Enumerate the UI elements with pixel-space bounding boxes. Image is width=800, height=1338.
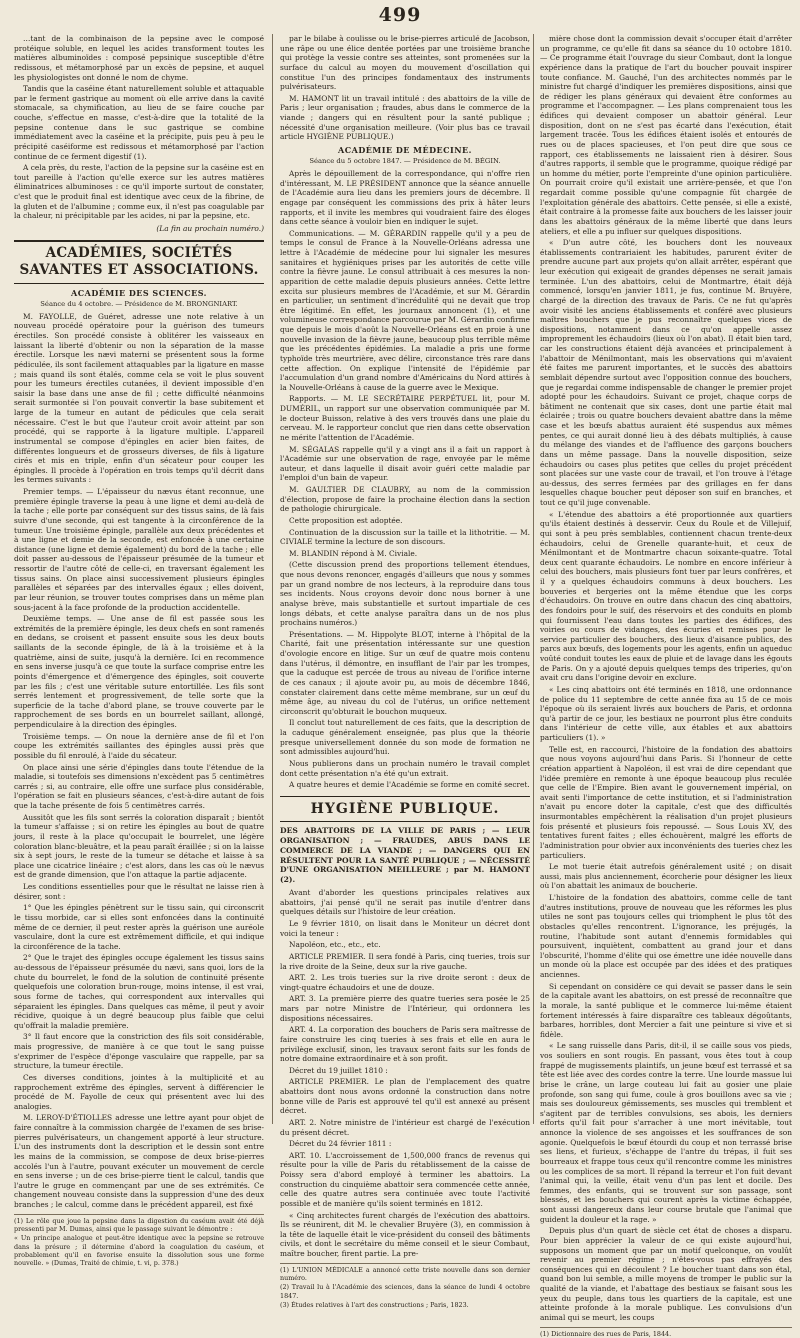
- paragraph: …tant de la combinaison de la pepsine avec le composé protéique soluble, en lequel les acides transforment toutes les matières albuminoïdes : composé pepsinique susceptible d'être redissous, et métamorphosé par un excès de pepsine, et auquel les physiologistes ont donné le nom de chyme.: [14, 34, 264, 82]
- paragraph: (1) L'UNION MÉDICALE a annoncé cette triste nouvelle dans son dernier numéro.: [280, 1265, 530, 1283]
- paragraph: mière chose dont la commission devait s'occuper était d'arrêter un programme, ce qu'elle fit dans sa séance du 10 octobre 1810. — Ce programme était l'ouvrage du sieur Combaut, dont la longue expérience dans la pratique de l'art du boucher pouvait inspirer toute confiance. M. Gauché, l'un des architectes nommés par le ministre fut chargé d'indiquer les premières dispositions, ainsi que de rédiger les plans généraux qui devaient être conformes au programme et l'accompagner. — Les plans comprenaient tous les édifices qui devaient composer un abattoir général. Leur disposition, dont on ne s'est pas écarté dans l'exécution, était largement tracée. Tous les édifices étaient isolés et entourés de rues ou de places spacieuses, et l'on peut dire que sous ce rapport, ces établissements ne laissaient rien à désirer. Sous d'autres rapports, il semble que le programme, quoique rédigé par un homme du métier, porte l'empreinte d'une opinion particulière. On pourrait croire qu'il existait une arrière-pensée, et que l'on regardait comme possible qu'une compagnie fût chargée de l'exploitation générale des abattoirs. Cette pensée, si elle a existé, était contraire à la promesse faite aux bouchers de les laisser jouir dans les abattoirs généraux de la même liberté que dans leurs ateliers, et elle a pu influer sur quelques dispositions.: [540, 34, 792, 236]
- paragraph: Rapports. — M. LE SECRÉTAIRE PERPÉTUEL lit, pour M. DUMÉRIL, un rapport sur une observation communiquée par M. le docteur Buisson, relative à des vers trouvés dans une plaie du cerveau. M. le rapporteur conclut que rien dans cette observation ne mérite l'attention de l'Académie.: [280, 394, 530, 442]
- paragraph: « Les cinq abattoirs ont été terminés en 1818, une ordonnance de police du 11 septembre de cette année fixa au 15 de ce mois l'époque où ils seraient livrés aux bouchers de Paris, et ordonna qu'à partir de ce jour, les bestiaux ne pourront plus être conduits dans l'intérieur de cette ville, aux étables et aux abattoirs particuliers (1). »: [540, 684, 792, 742]
- paragraph: « Un principe analogue et peut-être identique avec la pepsine se retrouve dans la présure ; il détermine d'abord la coagulation du caséum, et probablement qu'il en favorise ensuite la dissolution sous une forme nouvelle. » (Dumas, Traité de chimie, t. vi, p. 378.): [14, 1234, 264, 1268]
- paragraph: M. FAYOLLE, de Guéret, adresse une note relative à un nouveau procédé opératoire pour la guérison des tumeurs érectiles. Son procédé consiste à oblitérer les vaisseaux en laissant la liberté d'obtenir ou non la séparation de la masse érectile. Lorsque les nævi materni se présentent sous la forme pédiculée, ils sont facilement attaquables par la ligature en masse ; mais quand ils sont étalés, comme cela se voit le plus souvent pour les tumeurs érectiles cutanées, il devient impossible d'en saisir la base dans une anse de fil ; cette difficulté néanmoins serait surmontée si l'on pouvait convertir la base subitement et large de la tumeur en autant de pédicules que cela serait nécessaire. C'est le but que l'auteur croit avoir atteint par son procédé, qui se rapporte à la ligature multiple. L'appareil instrumental se compose d'épingles en acier bien faites, de différentes longueurs et de grosseurs diverses, de fils à ligature cirés et mis en triple, enfin d'un sécateur pour couper les épingles. Il procède à l'opération en trois temps qu'il décrit dans les termes suivants :: [14, 311, 264, 485]
- paragraph: 1° Que les épingles pénètrent sur le tissu sain, qui circonscrit le tissu morbide, car si elles sont enfoncées dans la continuité même de ce dernier, il peut rester après la guérison une auréole vasculaire, dont la cure est extrêmement difficile, et qui indique la circonférence de la tache.: [14, 903, 264, 951]
- column-rule: [533, 34, 534, 1124]
- paragraph: A cela près, du reste, l'action de la pepsine sur la caséine est en tout pareille à l'action qu'elle exerce sur les autres matières éliminatrices albuminoses : ce qu'il importe surtout de constater, c'est que le produit final est identique avec ceux de la fibrine, de la gluten et de l'albumine ; comme eux, il n'est pas coagulable par la chaleur, ni précipitable par les acides, ni par la pepsine, etc.: [14, 163, 264, 221]
- paragraph: ART. 2. Les trois tueries sur la rive droite seront : deux de vingt-quatre échaudoirs et une de douze.: [280, 973, 530, 992]
- paragraph: « Cinq architectes furent chargés de l'exécution des abattoirs. Ils se réunirent, dit M. le chevalier Bruyère (3), en commission à la tête de laquelle était le vice-président du conseil des bâtiments civils, et dont le secrétaire du même conseil et le sieur Combaut, maître boucher, firent partie. La pre-: [280, 1210, 530, 1259]
- paragraph: ARTICLE PREMIER. Il sera fondé à Paris, cinq tueries, trois sur la rive droite de la Seine, deux sur la rive gauche.: [280, 951, 530, 971]
- intro-text: [14, 34, 264, 221]
- paragraph: ART. 4. La corporation des bouchers de Paris sera maîtresse de faire construire les cinq tueries à ses frais et elle en aura le privilège exclusif, sinon, les travaux seront faits sur les fonds de notre domaine extraordinaire et à son profit.: [280, 1025, 530, 1064]
- paragraph: Avant d'aborder les questions principales relatives aux abattoirs, j'ai pensé qu'il ne serait pas inutile d'entrer dans quelques détails sur l'histoire de leur création.: [280, 888, 530, 917]
- paragraph: 3° Il faut encore que la constriction des fils soit considérable, mais progressive, de manière à ce que tout le sang puisse s'exprimer de l'espèce d'éponge vasculaire que rappelle, par sa structure, la tumeur érectile.: [14, 1032, 264, 1071]
- paragraph: Cette proposition est adoptée.: [289, 515, 403, 525]
- paragraph: On place ainsi une série d'épingles dans toute l'étendue de la maladie, si toutefois ses dimensions n'excèdent pas 5 centimètres carrés ; si, au contraire, elle offre une surface plus considérable, l'opération se fait en plusieurs séances, c'est-à-dire autant de fois que la tache présente de fois 5 centimètres carrés.: [14, 762, 264, 811]
- paragraph: Depuis plus d'un quart de siècle cet état de choses a disparu. Pour bien apprécier la valeur de ce qui existe aujourd'hui, supposons un moment que par un motif quelconque, on voulût revenir au premier régime ; n'êtes-vous pas effrayés des conséquences qui en découlent ? Le boucher tuant dans son étal, quand bon lui semble, a mille moyens de tromper le public sur la qualité de la viande, et l'abattage des bestiaux se faisant sous les yeux du peuple, dans tous les quartiers de la capitale, est une atteinte profonde à la morale publique. Les convulsions d'un animal qui se meurt, les coups: [540, 1226, 792, 1322]
- paragraph: Telle est, en raccourci, l'histoire de la fondation des abattoirs que nous voyons aujourd'hui dans Paris. Si l'honneur de cette création appartient à Napoléon, il est vrai de dire cependant que l'idée première en remonte à une époque beaucoup plus reculée que celle de l'Empire. Bien avant le gouvernement impérial, on avait senti l'importance de cette institution, et si l'administration n'avait pu encore doter la capitale, c'est que des difficultés insurmontables empêchèrent la réalisation d'un projet plusieurs fois présenté et plusieurs fois repoussé. — Sous Louis XV, des tentatives furent faites ; elles échouèrent, malgré les efforts de l'administration pour obvier aux inconvénients des tueries chez les particuliers.: [540, 744, 792, 860]
- paragraph: Nous publierons dans un prochain numéro le travail complet dont cette présentation n'a été qu'un extrait.: [280, 758, 530, 778]
- paragraph: par le bilabe à coulisse ou le brise-pierres articulé de Jacobson, une râpe ou une élice dentée portées par une troisième branche qui protège la vessie contre ses atteintes, sont promenées sur la surface du calcul au moyen du mouvement d'oscillation qui constitue l'un des principes fondamentaux des instruments pulvérisateurs.: [280, 34, 530, 92]
- session-line: Séance du 5 octobre 1847. — Présidence de M. BÉGIN.: [309, 157, 501, 166]
- paragraph: (1) Dictionnaire des rues de Paris, 1844.: [540, 1329, 672, 1338]
- paragraph: « Le sang ruisselle dans Paris, dit-il, il se caille sous vos pieds, vos souliers en sont rougis. En passant, vous êtes tout à coup frappé de mugissements plaintifs, un jeune bœuf est terrassé et sa tête est liée avec des cordes contre la terre. Une lourde massue lui brise le crâne, un large couteau lui fait au gosier une plaie profonde, son sang qui fume, coule à gros bouillons avec sa vie ; mais ses douloureux gémissements, ses muscles qui tremblent et s'agitent par de terribles convulsions, ses abois, les derniers efforts qu'il fait pour s'arracher à une mort inévitable, tout annonce la violence de ses angoisses et les souffrances de son agonie. Quelquefois le bœuf étourdi du coup et non terrassé brise ses liens, et furieux, s'échappe de l'antre du trépas, il fuit ses bourreaux et frappe tous ceux qu'il rencontre comme les ministres ou les complices de sa mort. Il répand la terreur et l'on fuit devant l'animal qui, la veille, était venu d'un pas lent et docile. Des femmes, des enfants, qui se trouvent sur son passage, sont blessés, et les bouchers qui courent après la victime échappée, sont aussi dangereux dans leur course brutale que l'animal que guident la douleur et la rage. »: [540, 1041, 792, 1224]
- paragraph: ART. 3. La première pierre des quatre tueries sera posée le 25 mars par notre Ministre de l'Intérieur, qui ordonnera les dispositions nécessaires.: [280, 994, 530, 1023]
- paragraph: Les conditions essentielles pour que le résultat ne laisse rien à désirer, sont :: [14, 882, 264, 901]
- academy-heading: ACADÉMIE DES SCIENCES.: [71, 287, 207, 298]
- academy-heading: ACADÉMIE DE MÉDECINE.: [338, 144, 472, 155]
- paragraph: (1) Le rôle que joue la pepsine dans la digestion du caséum avait été déjà pressenti par M. Dumas, ainsi que le passage suivant le démontre :: [14, 1216, 264, 1234]
- continuation-note: (La fin au prochain numéro.): [156, 223, 264, 233]
- paragraph: Aussitôt que les fils sont serrés la coloration disparaît ; bientôt la tumeur s'affaisse ; si on retire les épingles au bout de quatre jours, il reste à la place qu'occupait le bourrelet, une légère coloration blanc-bleuâtre, et la peau paraît éraillée ; si on la laisse six à sept jours, le reste de la tumeur se détache et laisse à sa place une cicatrice linéaire ; c'est alors, dans les cas où le nævus est de grande dimension, que l'on attaque la partie adjacente.: [14, 812, 264, 880]
- paragraph: Napoléon, etc., etc., etc.: [289, 940, 381, 950]
- session-line: Séance du 4 octobre. — Présidence de M. BRONGNIART.: [40, 299, 238, 308]
- paragraph: ART. 2. Notre ministre de l'intérieur est chargé de l'exécution du présent décret.: [280, 1117, 530, 1137]
- column-middle: [280, 34, 530, 1309]
- paragraph: Communications. — M. GÉRARDIN rappelle qu'il y a peu de temps le consul de France à la Nouvelle-Orléans adressa une lettre à l'Académie de médecine pour lui signaler les mesures sanitaires et hygiéniques prises par les autorités de cette ville contre la fièvre jaune. Le consul attribuait à ces mesures la non-apparition de cette maladie depuis plusieurs années. Cette lettre excita sur plusieurs membres de l'Académie, et sur M. Gérardin en particulier, un sentiment d'incrédulité qui ne devait que trop être légitimé. En effet, les journaux annoncent (1), et une volumineuse correspondance parcourue par M. Gérardin confirme que depuis le mois d'août la Nouvelle-Orléans est en proie à une nouvelle invasion de la fièvre jaune, beaucoup plus terrible même que les précédentes épidémies. La maladie a pris une forme typhoïde très meurtrière, avec délire, circonstance très rare dans cette affection. On explique l'intensité de l'épidémie par l'accumulation d'un grand nombre d'Américains du Nord attirés à la Nouvelle-Orléans à cause de la guerre avec le Mexique.: [280, 228, 530, 392]
- footnotes: [540, 1327, 792, 1338]
- paragraph: ARTICLE PREMIER. Le plan de l'emplacement des quatre abattoirs dont nous avons ordonné la construction dans notre bonne ville de Paris est approuvé tel qu'il est annexé au présent décret.: [280, 1077, 530, 1116]
- paragraph: Décret du 24 février 1811 :: [289, 1139, 392, 1149]
- paragraph: Premier temps. — L'épaisseur du nævus étant reconnue, une première épingle traverse la peau à une ligne et demi au-delà de la tache ; elle porte par conséquent sur des tissus sains, de là fais suivre d'une seconde, qui est tangente à la circonférence de la tumeur. Une troisième épingle, parallèle aux deux précédentes et à une ligne et demie de la seconde, est enfoncée à une certaine distance (une ligne et demie également) du bord de la tache ; elle doit passer au-dessous de l'épaisseur présumée de la tumeur et ressortir de l'autre côté de celle-ci, en traversant également les tissus sains. On place ainsi successivement plusieurs épingles parallèles et séparées par des intervalles égaux ; elles doivent, par leur réunion, se trouver toutes comprises dans un même plan sous-jacent à la face profonde de la production accidentelle.: [14, 487, 264, 612]
- academy-medecine-text: [280, 169, 530, 790]
- paragraph: Tandis que la caséine étant naturellement soluble et attaquable par le ferment gastrique au moment où elle arrive dans la cavité stomacale, sa chymification, au lieu de se faire couche par couche, s'effectue en masse, c'est-à-dire que la totalité de la pepsine contenue dans le suc gastrique se combine immédiatement avec la caséine et la précipite, puis peu à peu le précipité caséiforme est redissous et métamorphosé par l'action continue de ce ferment digestif (1).: [14, 84, 264, 161]
- paragraph: L'histoire de la fondation des abattoirs, comme celle de tant d'autres institutions, prouve de nouveau que les réformes les plus utiles ne sont pas toujours celles qui triomphent le plus tôt des obstacles qu'elles rencontrent. L'ignorance, les préjugés, la routine, l'habitude sont autant d'ennemis formidables qui poursuivent, inquiètent, combattent au grand jour et dans l'obscurité, l'homme d'élite qui ose émettre une idée nouvelle dans un monde où la place est occupée par des idées et des pratiques anciennes.: [540, 893, 792, 979]
- paragraph: (Cette discussion prend des proportions tellement étendues, que nous devons renoncer, engagés d'ailleurs que nous y sommes par un grand nombre de nos lecteurs, à la reproduire dans tous ses incidents. Nous croyons devoir donc nous borner à une analyse brève, mais substantielle et surtout impartiale de ces longs débats, et cette analyse paraîtra dans un de nos plus prochains numéros.): [280, 560, 530, 628]
- article-text: [280, 888, 530, 1259]
- column-right: [540, 34, 792, 1338]
- academy-sciences-text: [14, 312, 264, 1210]
- page-number: 499: [378, 4, 422, 26]
- paragraph: M. SÉGALAS rappelle qu'il y a vingt ans il a fait un rapport à l'Académie sur une observation de rage, envoyée par le même auteur, et dans laquelle il disait avoir guéri cette maladie par l'emploi d'un bain de vapeur.: [280, 444, 530, 483]
- article-title: DES ABATTOIRS DE LA VILLE DE PARIS ; — LEUR ORGANISATION ; — FRAUDES, ABUS DANS LE COMMERCE DE LA VIANDE ; — DANGERS QUI EN RÉSULTENT POUR LA SANTÉ PUBLIQUE ; — NÉCESSITÉ D'UNE ORGANISATION MEILLEURE ; par M. HAMONT (2).: [280, 826, 530, 885]
- paragraph: M. LEROY-D'ÉTIOLLES adresse une lettre ayant pour objet de faire connaître à la commission chargée de l'examen de ses brise-pierres pulvérisateurs, un changement apporté à leur structure. L'un des instruments dont la description et le dessin sont entre les mains de la commission, se compose de deux brise-pierres accolés l'un à l'autre, pouvant exécuter un mouvement de cercle en sens inverse ; un de ces brise-pierre tient le calcul, tandis que l'autre le gruge en commençant par une de ses extrémités. Ce changement nouveau consiste dans la suppression d'une des deux branches ; le calcul, comme dans le précédent appareil, est fixé: [14, 1113, 264, 1210]
- paragraph: M. HAMONT lit un travail intitulé : des abattoirs de la ville de Paris ; leur organisation ; fraudes, abus dans le commerce de la viande ; dangers qui en résultent pour la santé publique ; nécessité d'une organisation meilleure. (Voir plus bas ce travail article HYGIÈNE PUBLIQUE.): [280, 93, 530, 142]
- paragraph: Le mot tuerie était autrefois généralement usité ; on disait aussi, mais plus anciennement, écorcherie pour désigner les lieux où l'on abattait les animaux de boucherie.: [540, 862, 792, 891]
- paragraph: M. GAULTIER DE CLAUBRY, au nom de la commission d'élection, propose de faire la prochaine élection dans la section de pathologie chirurgicale.: [280, 485, 530, 514]
- paragraph: Si cependant on considère ce qui devait se passer dans le sein de la capitale avant les abattoirs, on est pressé de reconnaître que la morale, la santé publique et le commerce lui-même étaient fortement intéressés à faire disparaître ces tableaux dégoûtants, barbares, horribles, dont Mercier a fait une peinture si vive et si fidèle.: [540, 981, 792, 1039]
- section-title: ACADÉMIES, SOCIÉTÉS SAVANTES ET ASSOCIATIONS.: [14, 240, 264, 284]
- paragraph: Présentations. — M. Hippolyte BLOT, interne à l'hôpital de la Charité, fait une présentation intéressante sur une question d'ovologie encore en litige. Sur un œuf de quatre mois contenu dans l'utérus, il démontre, en insufflant de l'air par les trompes, que la caduque est percée de trous au niveau de l'orifice interne de ces canaux ; il ajoute avoir pu, au mois de décembre 1846, constater clairement dans cette même membrane, sur un œuf du même âge, au niveau du col de l'utérus, un orifice nettement circonscrit qu'obturait le bouchon muqueux.: [280, 629, 530, 716]
- column-rule: [272, 34, 273, 1124]
- article-text-continued: [540, 34, 792, 1323]
- paragraph: « L'étendue des abattoirs a été proportionnée aux quartiers qu'ils étaient destinés à desservir. Ceux du Roule et de Villejuif, qui sont à peu près semblables, contiennent chacun trente-deux échaudoirs, celui de Grenelle quarante-huit, et ceux de Ménilmontant et de Montmartre chacun soixante-quatre. Total deux cent quarante échaudoirs. Le nombre en encore inférieur à celui des bouchers, mais plusieurs font tuer par leurs confrères, et il y a quelques échaudoirs communs à deux bouchers. Les bouveries et bergeries ont la même étendue que les corps d'échaudoirs. On trouve en outre dans chacun des cinq abattoirs, des fondoirs pour le suif, des réservoirs et des conduits en plomb qui fournissent l'eau dans toutes les parties des édifices, des voiries ou cours de vidanges, des écuries et remises pour le service particulier des bouchers, des lieux d'aisance publics, des parcs aux bœufs, des logements pour les agents, enfin un aqueduc voûté conduit toutes les eaux de pluie et de lavage dans les égouts de Paris. On y a ajouté depuis quelques temps des triperies, qu'on avait cru dans l'origine devoir en exclure.: [540, 509, 792, 683]
- hygiene-section-title: HYGIÈNE PUBLIQUE.: [280, 796, 530, 822]
- paragraph: ART. 10. L'accroissement de 1,500,000 francs de revenus qui résulte pour la ville de Paris du rétablissement de la caisse de Poissy sera d'abord employé à terminer les abattoirs. La construction du cinquième abattoir sera commencée cette année, celle des quatre autres sera continuée avec toute l'activité possible et de manière qu'ils soient terminés en 1812.: [280, 1150, 530, 1208]
- paragraph: Il conclut tout naturellement de ces faits, que la description de la caduque généralement enseignée, pas plus que la théorie presque universellement donnée du son mode de formation ne sont admissibles aujourd'hui.: [280, 718, 530, 757]
- paragraph: Après le dépouillement de la correspondance, qui n'offre rien d'intéressant, M. LE PRÉSIDENT annonce que la séance annuelle de l'Académie aura lieu dans les premiers jours de décembre. Il engage par conséquent les commissions des prix à hâter leurs rapports, et il invite les membres qui voudraient faire des éloges dans cette séance à vouloir bien en indiquer le sujet.: [280, 169, 530, 227]
- paragraph: (3) Études relatives à l'art des constructions ; Paris, 1823.: [280, 1301, 469, 1309]
- paragraph: Continuation de la discussion sur la taille et la lithotritie. — M. CIVIALE termine la lecture de son discours.: [280, 527, 530, 547]
- footnotes: [14, 1214, 264, 1268]
- column-left: [14, 34, 264, 1268]
- paragraph: Le 9 février 1810, on lisait dans le Moniteur un décret dont voici la teneur :: [280, 919, 530, 938]
- continued-text: [280, 34, 530, 142]
- paragraph: Troisième temps. — On noue la dernière anse de fil et l'on coupe les extrémités saillantes des épingles aussi près que possible du fil enroulé, à l'aide du sécateur.: [14, 731, 264, 760]
- paragraph: M. BLANDIN répond à M. Civiale.: [289, 548, 418, 558]
- paragraph: Deuxième temps. — Une anse de fil est passée sous les extrémités de la première épingle, les deux chefs en sont ramenés en dedans, se croisent et passent ensuite sous les deux bouts saillants de la seconde épingle, de là à la troisième et à la quatrième, ainsi de suite, jusqu'à la dernière. Ici en recommence en sens inverse jusqu'à ce que toute la surface comprise entre les points d'émergence et d'émergence des épingles, soit couverte par les fils ; c'est une véritable suture entortillée. Les fils sont serrés lentement et progressivement, de telle sorte que la superficie de la tache d'abord plane, se trouve couverte par le rapprochement de ses bords en un bourrelet saillant, allongé, perpendiculaire à la direction des épingles.: [14, 614, 264, 730]
- paragraph: (2) Travail lu à l'Académie des sciences, dans la séance de lundi 4 octobre 1847.: [280, 1283, 530, 1300]
- paragraph: Décret du 19 juillet 1810 :: [289, 1065, 388, 1075]
- paragraph: « D'un autre côté, les bouchers dont les nouveaux établissements contrariaient les habitudes, parurent éviter de prendre aucune part aux projets qu'on allait arrêter, espérant que leur exécution qui exigeait de grandes dépenses ne serait jamais terminée. L'un des abattoirs, celui de Montmartre, était déjà commencé, lorsqu'en janvier 1811, je fus, continue M. Bruyère, chargé de la direction des travaux de Paris. Ce ne fut qu'après avoir visité les anciens établissements et conféré avec plusieurs maîtres bouchers que je pus reconnaître quelques vices de dispositions, notamment dans ce qu'on appelle assez improprement les échaudoirs (lieux où l'on abat). Il était bien tard, car les constructions étaient déjà avancées et principalement à l'abattoir de Ménilmontant, mais les observations qui m'avaient été faites me parurent importantes, et le succès des abattoirs semblait dépendre surtout avec l'opposition connue des bouchers, que je regardai comme indispensable de changer le premier projet adopté pour les échaudoirs. Suivant ce projet, chaque corps de bâtiment ne contenait que six cases, dont une partie était mal éclairée ; trois ou quatre bouchers devaient abattre dans la même case et les bœufs abattus auraient été suspendus aux mêmes pentes, ce qui aurait donné lieu à des débats multipliés, à cause du mélange des viandes et de l'affluence des garçons bouchers dans un même passage. Dans la nouvelle disposition, seize échaudoirs ou cases plus petites que celles du projet précédent sont placées sur une vaste cour de travail, et l'on trouve à l'étage au-dessus, des serres fermées par des grillages en fer dans lesquelles chaque boucher peut déposer son suif en branches, et tout ce qu'il juge convenable.: [540, 238, 792, 507]
- paragraph: 2° Que le trajet des épingles occupe également les tissus sains au-dessous de l'épaisseur présumée du nævi, sans quoi, lors de la chute du bourrelet, le fond de la solution de continuité présente quelquefois une coloration brun-rouge, moins intense, il est vrai, sous forme de taches, qui correspondent aux intervalles qui séparaient les épingles. Dans quelques cas même, il peut y avoir récidive, quoique à un degré beaucoup plus faible que celui qu'offrait la maladie première.: [14, 953, 264, 1030]
- paragraph: Ces diverses conditions, jointes à la multiplicité et au rapprochement extrême des épingles, servent à différencier le procédé de M. Fayolle de ceux qui présentent avec lui des analogies.: [14, 1072, 264, 1111]
- footnotes: [280, 1263, 530, 1310]
- paragraph: A quatre heures et demie l'Académie se forme en comité secret.: [289, 780, 530, 790]
